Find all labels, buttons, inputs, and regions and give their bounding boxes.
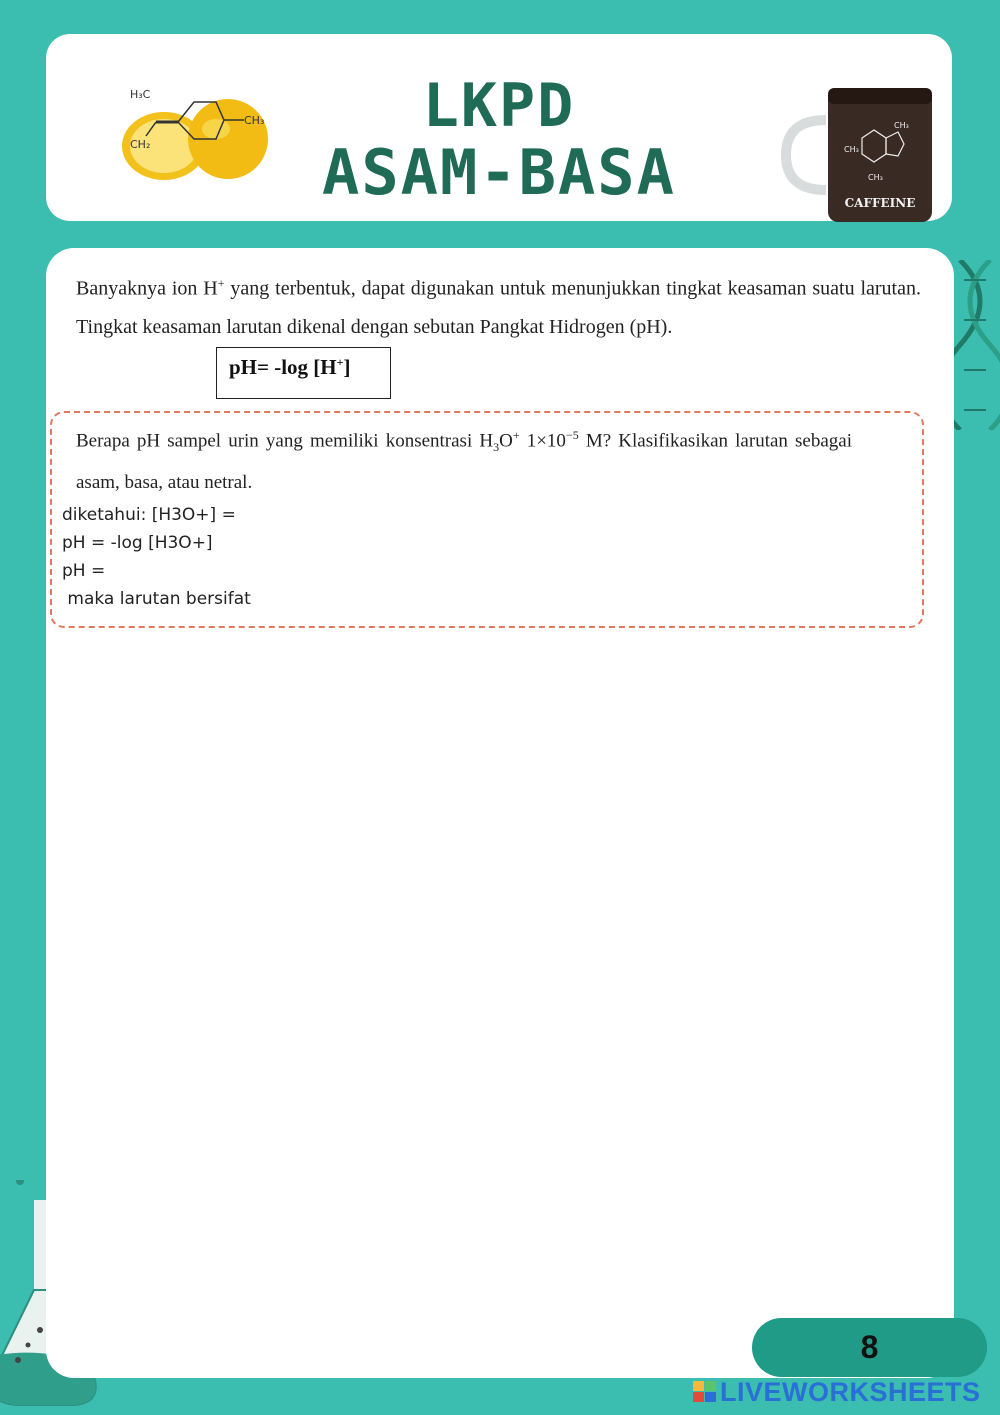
page-number-badge: 8 — [752, 1318, 987, 1377]
intro-text-2: yang terbentuk, dapat digunakan untuk menunjukkan tingkat keasaman suatu larutan. Tingkat keasaman larutan dikenal dengan sebutan Pangkat Hidrogen (pH). — [76, 277, 921, 338]
answer-conclusion[interactable]: maka larutan bersifat — [62, 589, 251, 609]
intro-text-1: Banyaknya ion H — [76, 277, 218, 300]
answer-ph-value[interactable]: pH = — [62, 561, 106, 581]
h3c-label: H₃C — [130, 88, 151, 101]
answer-formula[interactable]: pH = -log [H3O+] — [62, 533, 213, 553]
question-sub: 3 — [493, 440, 500, 455]
question-sup1: + — [512, 428, 520, 442]
main-card — [46, 248, 954, 1378]
svg-text:CH₃: CH₃ — [844, 145, 859, 154]
svg-text:CH₃: CH₃ — [868, 173, 883, 182]
brand-text: LIVEWORKSHEETS — [720, 1376, 981, 1407]
formula-sup: + — [336, 355, 344, 369]
question-part1: Berapa pH sampel urin yang memiliki konsentrasi H — [76, 430, 494, 452]
liveworksheets-logo-icon — [692, 1380, 718, 1404]
formula-prefix: pH= -log [H — [229, 355, 337, 379]
dna-decoration — [950, 260, 1000, 430]
question-sup2: −5 — [565, 428, 579, 442]
intro-sup: + — [217, 276, 225, 290]
header-card — [46, 34, 952, 221]
intro-paragraph — [76, 264, 921, 346]
question-part4: M? Klasifikasikan larutan sebagai asam, basa, atau netral. — [76, 430, 852, 494]
question-box — [50, 411, 924, 628]
ph-formula-box — [216, 347, 391, 399]
ch3-label: CH₃ — [244, 114, 265, 127]
caffeine-label: CAFFEINE — [844, 196, 916, 210]
title-line-1: LKPD — [422, 71, 576, 141]
formula-suffix: ] — [343, 355, 351, 379]
caffeine-mug-illustration — [776, 80, 946, 230]
svg-text:CH₃: CH₃ — [894, 121, 909, 130]
question-part2: O — [499, 430, 513, 452]
title-line-2: ASAM-BASA — [322, 136, 676, 209]
question-text — [76, 417, 852, 501]
answer-known[interactable]: diketahui: [H3O+] = — [62, 505, 236, 525]
ch2-label: CH₂ — [130, 138, 151, 151]
liveworksheets-brand[interactable] — [692, 1376, 981, 1408]
question-part3: 1×10 — [519, 430, 566, 452]
